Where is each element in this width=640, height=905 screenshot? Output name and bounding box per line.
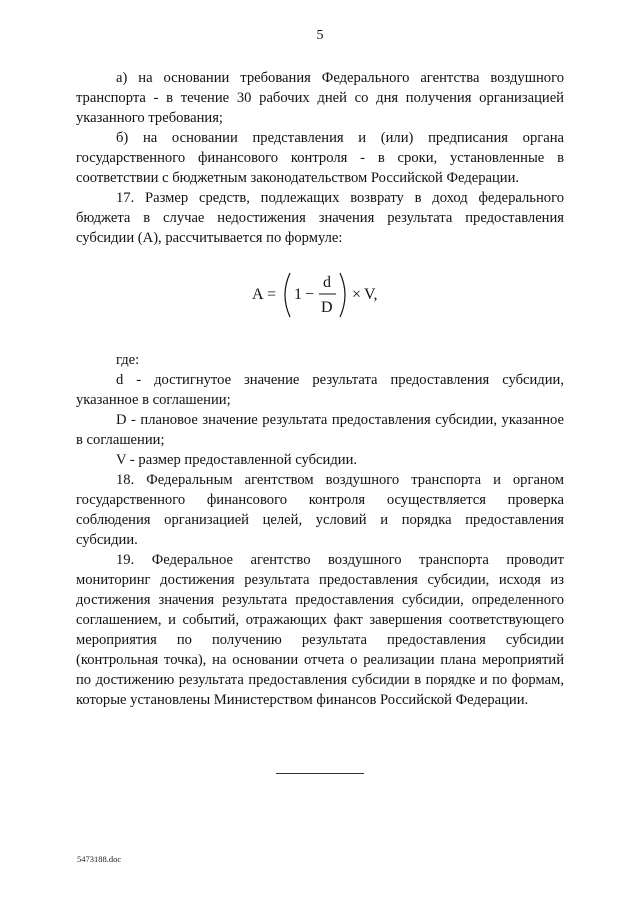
paragraph-a: а) на основании требования Федерального агентства воздушного транспорта - в течение 30 рабочих дней со дня получения организацией указанного требования; [76,70,564,126]
formula-numerator: d [323,274,331,291]
paragraph-19: 19. Федеральное агентство воздушного транспорта проводит мониторинг достижения результата предоставления субсидии, исходя из достижения значения результата предоставления субсидии, определенного соглашением, и событий, отражающих факт завершения соответствующего мероприятия по получению результата предоставления субсидии (контрольная точка), на основании отчета о реализации плана мероприятий по достижению результата предоставления субсидии в порядке и по формам, которые установлены Министерством финансов Российской Федерации. [76,552,564,708]
definition-d: d - достигнутое значение результата предоставления субсидии, указанное в соглашении; [76,372,564,408]
paragraph-18: 18. Федеральным агентством воздушного транспорта и органом государственного финансового контроля осуществляется проверка соблюдения организацией целей, условий и порядка предоставления субсидии. [76,472,564,548]
formula-svg [250,265,390,325]
paragraph-17: 17. Размер средств, подлежащих возврату в доход федерального бюджета в случае недостижения значения результата предоставления субсидии (А), рассчитывается по формуле: [76,190,564,246]
paragraph-b: б) на основании представления и (или) предписания органа государственного финансового контроля - в сроки, установленные в соответствии с бюджетным законодательством Российской Федерации. [76,130,564,186]
definition-V: V - размер предоставленной субсидии. [116,452,358,468]
formula-times: × [352,286,362,303]
formula-one: 1 [294,286,302,303]
footer-filename: 5473188.doc [77,854,122,864]
formula [76,252,564,338]
definition-D: D - плановое значение результата предоставления субсидии, указанное в соглашении; [76,412,564,448]
separator-line [276,773,364,774]
formula-denominator: D [321,299,333,316]
formula-minus: − [305,286,315,303]
page-number: 5 [316,28,324,43]
right-paren [340,273,345,317]
formula-rhs: V, [364,286,378,303]
formula-equals: = [267,286,277,303]
document-body [76,68,564,710]
paragraph-where: где: [116,352,140,368]
formula-lhs: A [252,286,264,303]
left-paren [285,273,290,317]
